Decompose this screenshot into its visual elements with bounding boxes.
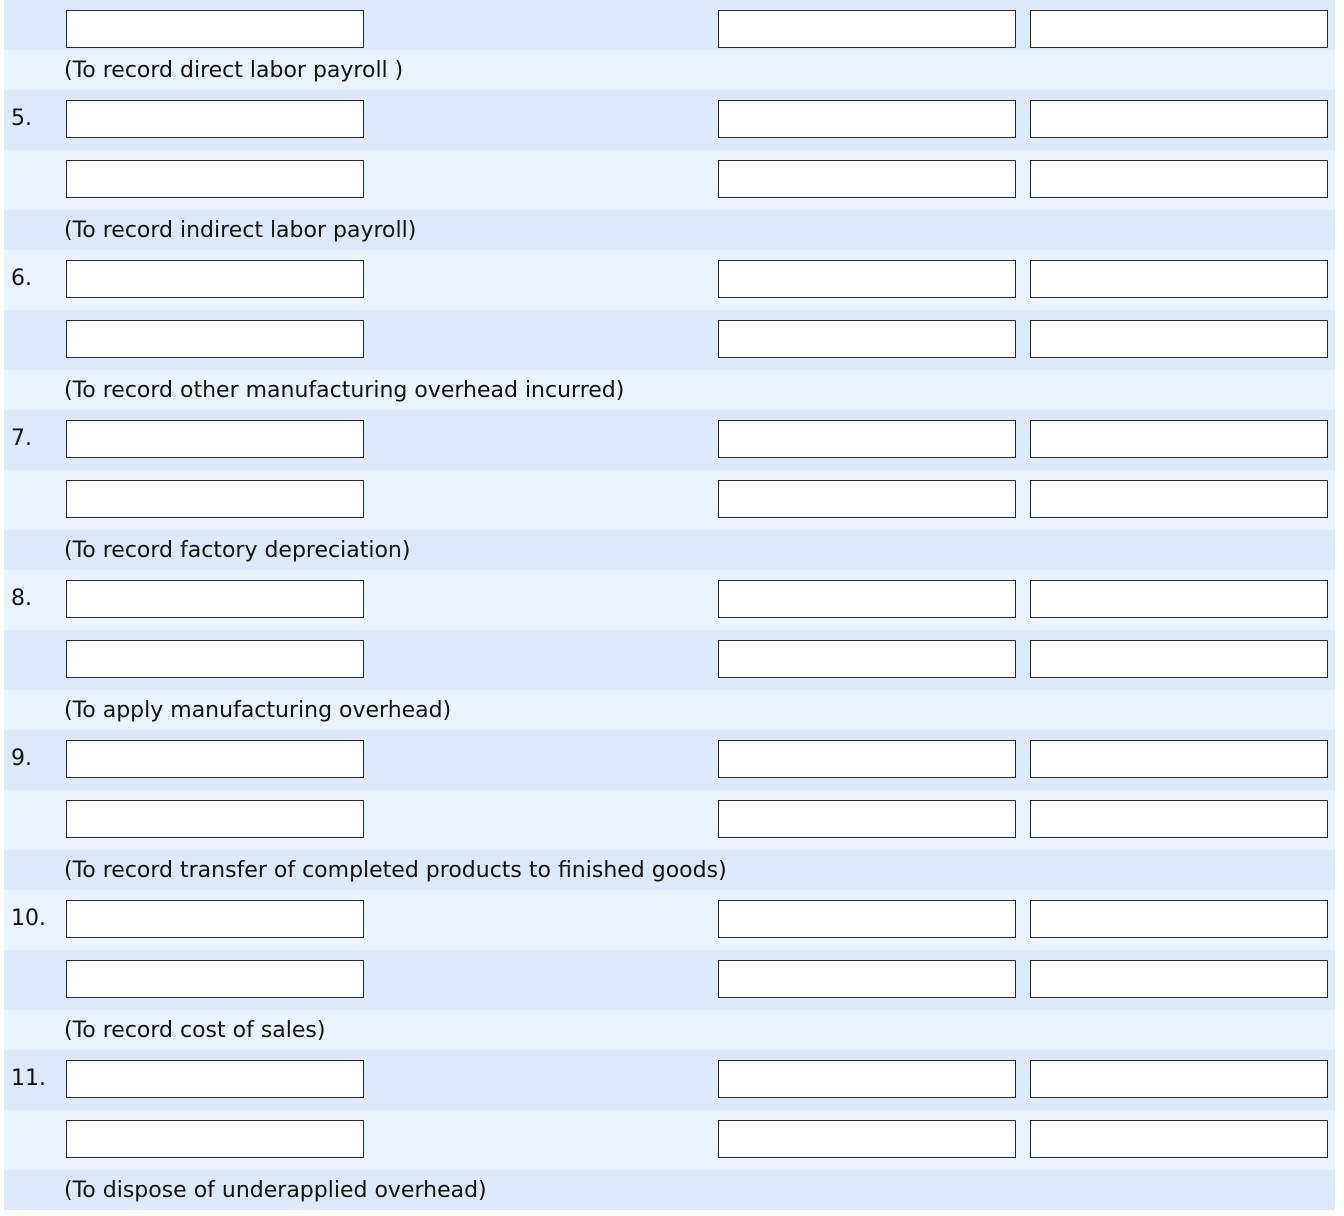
- entry-9-line-2: [4, 790, 1335, 850]
- entry-10-line-1: [4, 890, 1335, 950]
- account-title-input[interactable]: [66, 420, 364, 458]
- account-title-input[interactable]: [66, 160, 364, 198]
- account-title-input[interactable]: [66, 800, 364, 838]
- entry-description: (To record transfer of completed products to finished goods): [64, 858, 727, 883]
- entry-5-line-2: [4, 150, 1335, 210]
- entry-number: 10.: [11, 906, 46, 931]
- entry-description: (To record factory depreciation): [64, 538, 411, 563]
- account-title-input[interactable]: [66, 1120, 364, 1158]
- entry-6-line-2: [4, 310, 1335, 370]
- credit-input[interactable]: [1030, 480, 1328, 518]
- debit-input[interactable]: [718, 640, 1016, 678]
- account-title-input[interactable]: [66, 740, 364, 778]
- credit-input[interactable]: [1030, 800, 1328, 838]
- entry-11-description-row: [4, 1170, 1335, 1210]
- entry-number: 9.: [11, 746, 32, 771]
- entry-number: 7.: [11, 426, 32, 451]
- account-title-input[interactable]: [66, 640, 364, 678]
- debit-input[interactable]: [718, 580, 1016, 618]
- entry-8-line-1: [4, 570, 1335, 630]
- credit-input[interactable]: [1030, 320, 1328, 358]
- entry-number: 6.: [11, 266, 32, 291]
- debit-input[interactable]: [718, 420, 1016, 458]
- credit-input[interactable]: [1030, 260, 1328, 298]
- account-title-input[interactable]: [66, 900, 364, 938]
- account-title-input[interactable]: [66, 960, 364, 998]
- credit-input[interactable]: [1030, 900, 1328, 938]
- entry-6-line-1: [4, 250, 1335, 310]
- debit-input[interactable]: [718, 900, 1016, 938]
- entry-description: (To dispose of underapplied overhead): [64, 1178, 487, 1203]
- entry-7-line-2: [4, 470, 1335, 530]
- entry-10-line-2: [4, 950, 1335, 1010]
- entry-9-description-row: [4, 850, 1335, 890]
- entry-6-description-row: [4, 370, 1335, 410]
- debit-input[interactable]: [718, 1120, 1016, 1158]
- account-title-input[interactable]: [66, 100, 364, 138]
- entry-description: (To record indirect labor payroll): [64, 218, 417, 243]
- account-title-input[interactable]: [66, 260, 364, 298]
- debit-input[interactable]: [718, 480, 1016, 518]
- credit-input[interactable]: [1030, 1120, 1328, 1158]
- entry-11-line-2: [4, 1110, 1335, 1170]
- entry-7-line-1: [4, 410, 1335, 470]
- account-title-input[interactable]: [66, 1060, 364, 1098]
- entry-7-description-row: [4, 530, 1335, 570]
- credit-input[interactable]: [1030, 160, 1328, 198]
- entry-description: (To apply manufacturing overhead): [64, 698, 452, 723]
- debit-input[interactable]: [718, 160, 1016, 198]
- debit-input[interactable]: [718, 320, 1016, 358]
- debit-input[interactable]: [718, 260, 1016, 298]
- entry-description: (To record other manufacturing overhead incurred): [64, 378, 625, 403]
- debit-input[interactable]: [718, 800, 1016, 838]
- debit-input[interactable]: [718, 10, 1016, 48]
- debit-input[interactable]: [718, 1060, 1016, 1098]
- entry-4-description-row: [4, 50, 1335, 90]
- account-title-input[interactable]: [66, 480, 364, 518]
- entry-number: 8.: [11, 586, 32, 611]
- entry-description: (To record direct labor payroll ): [64, 58, 404, 83]
- account-title-input[interactable]: [66, 580, 364, 618]
- debit-input[interactable]: [718, 100, 1016, 138]
- entry-number: 11.: [11, 1066, 46, 1091]
- entry-5-line-1: [4, 90, 1335, 150]
- account-title-input[interactable]: [66, 320, 364, 358]
- entry-description: (To record cost of sales): [64, 1018, 326, 1043]
- credit-input[interactable]: [1030, 640, 1328, 678]
- credit-input[interactable]: [1030, 1060, 1328, 1098]
- credit-input[interactable]: [1030, 10, 1328, 48]
- entry-9-line-1: [4, 730, 1335, 790]
- entry-11-line-1: [4, 1050, 1335, 1110]
- credit-input[interactable]: [1030, 740, 1328, 778]
- credit-input[interactable]: [1030, 960, 1328, 998]
- credit-input[interactable]: [1030, 420, 1328, 458]
- entry-5-description-row: [4, 210, 1335, 250]
- entry-number: 5.: [11, 106, 32, 131]
- credit-input[interactable]: [1030, 580, 1328, 618]
- debit-input[interactable]: [718, 740, 1016, 778]
- entry-10-description-row: [4, 1010, 1335, 1050]
- account-title-input[interactable]: [66, 10, 364, 48]
- debit-input[interactable]: [718, 960, 1016, 998]
- entry-8-line-2: [4, 630, 1335, 690]
- entry-8-description-row: [4, 690, 1335, 730]
- credit-input[interactable]: [1030, 100, 1328, 138]
